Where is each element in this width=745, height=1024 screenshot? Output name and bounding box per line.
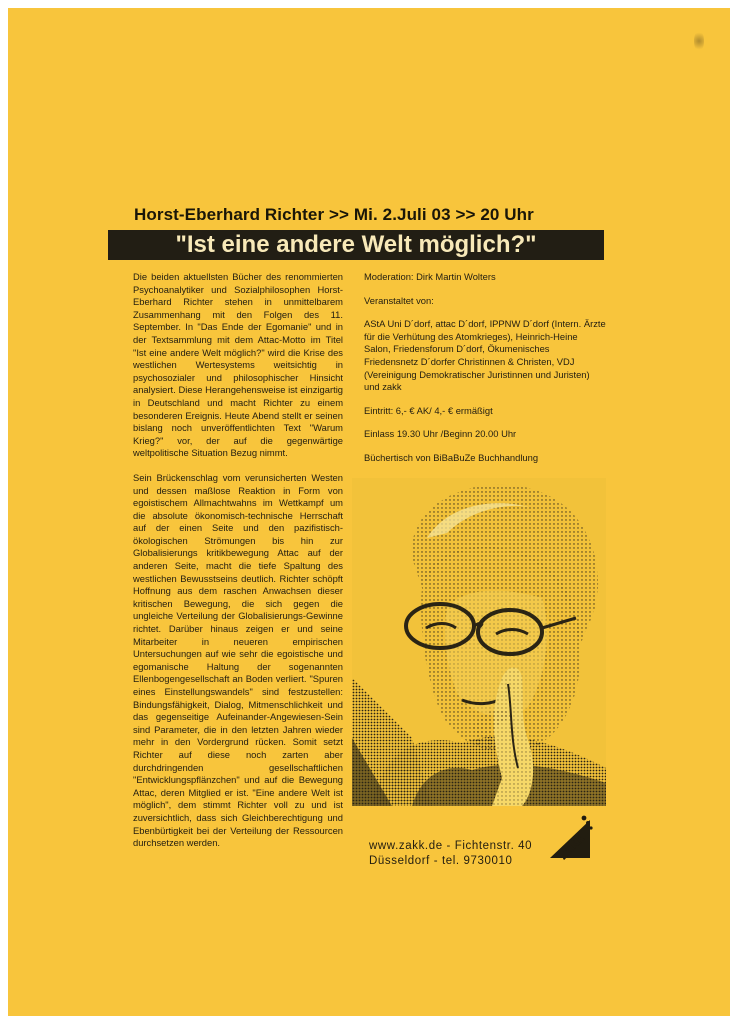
venue-city: Düsseldorf (369, 855, 430, 867)
portrait-illustration (352, 478, 606, 806)
entry-time: Einlass 19.30 Uhr /Beginn 20.00 Uhr (364, 428, 517, 440)
speaker-name: Horst-Eberhard Richter (134, 205, 325, 224)
venue-address: - Fichtenstr. 40 (446, 840, 533, 852)
event-time: 20 Uhr (480, 205, 534, 224)
zakk-logo-icon (544, 810, 594, 860)
venue-footer (369, 839, 532, 869)
admission-price: Eintritt: 6,- € AK/ 4,- € ermäßigt (364, 404, 493, 416)
separator: >> (455, 205, 476, 224)
moderation-info: Moderation: Dirk Martin Wolters (364, 271, 496, 282)
footer-line-1 (369, 839, 532, 854)
organizers-label: Veranstaltet von: (364, 294, 434, 306)
zakk-logo-text: zakk (554, 829, 588, 860)
description-paragraph: Die beiden aktuellsten Bücher des renommierten Psychoanalytiker und Sozialphilosophen Horst-Eberhard Richter stehen in unmittelbarem Zusammenhang mit den Folgen des 11. September. In "Das Ende der Egomanie" und in der Textsammlung mit dem Attac-Motto im Titel "Ist eine andere Welt möglich?" wird die Krise des westlichen Wertesystems weitsichtig in psychosozialer und philosophischer Hinsicht analysiert. Diese Herangehensweise ist einzigartig in Deutschland und macht Richter zu einem besonderen Ereignis. Heute Abend stellt er seinen bislang noch unveröffentlichten Text "Warum Krieg?" vor, der auf die gegenwärtige weltpolitische Situation Bezug nimmt. (133, 271, 343, 459)
description-column (133, 271, 343, 862)
footer-line-2 (369, 854, 532, 869)
event-date: Mi. 2.Juli 03 (353, 205, 451, 224)
description-paragraph: Sein Brückenschlag vom verunsicherten Westen und dessen maßlose Reaktion in Form von egoistischem Allmachtwahns im Wettkampf um die absolute ökonomisch-technische Herrschaft auf der einen Seite und den pazifistisch-ökologischen Strömungen bis hin zur Globalisierungs kritikbewegung Attac auf der anderen Seite, macht die tiefe Spaltung des westlichen Bewusstseins deutlich. Richter schöpft Hoffnung aus dem raschen Anwachsen dieser kritischen Bewegung, die sich gegen die ungleiche Verteilung der Globalisierungs-Gewinne richtet. Darüber hinaus zeigen er und seine Mitarbeiter in neueren empirischen Untersuchungen auf wie sehr die egoistische und egomanische Haltung der sogenannten Ellenbogengesellschaft an Boden verliert. "Spuren eines Einstellungswandels" sind festzustellen: Bindungsfähigkeit, Dialog, Mitmenschlichkeit und das gegenseitige Aufeinander-Angewiesen-Sein sind Parameter, die in den letzten Jahren wieder mehr in den Vordergrund rücken. Somit setzt Richter auf diese noch zarten aber durchdringenden gesellschaftlichen "Entwicklungspflänzchen" und auf die Bewegung Attac, deren Mitglied er ist. "Eine andere Welt ist möglich", dem stimmt Richter voll zu und ist zuversichtlich, dass sich Gleichberechtigung und Ebenbürtigkeit bei der Verteilung der Ressourcen durchsetzen werden. (133, 471, 343, 849)
venue-phone: - tel. 9730010 (433, 855, 513, 867)
bookstall-info: Büchertisch von BiBaBuZe Buchhandlung (364, 451, 539, 463)
event-title: "Ist eine andere Welt möglich?" (108, 230, 604, 260)
paper-speck (694, 30, 704, 52)
event-header (134, 205, 604, 225)
organizers-list: AStA Uni D´dorf, attac D´dorf, IPPNW D´dorf (Intern. Ärzte für die Verhütung des Atomkrieges), Heinrich-Heine Salon, Friedensforum D´dorf, Ökumenisches Friedensnetz D´dorfer Christinnen & Christen, VDJ (Vereinigung Demokratischer Juristinnen und Juristen) und zakk (364, 318, 606, 393)
speaker-portrait (352, 478, 606, 806)
zakk-logo (544, 810, 594, 860)
separator: >> (329, 205, 350, 224)
website-link[interactable]: www.zakk.de (369, 840, 443, 852)
info-column (364, 271, 606, 476)
